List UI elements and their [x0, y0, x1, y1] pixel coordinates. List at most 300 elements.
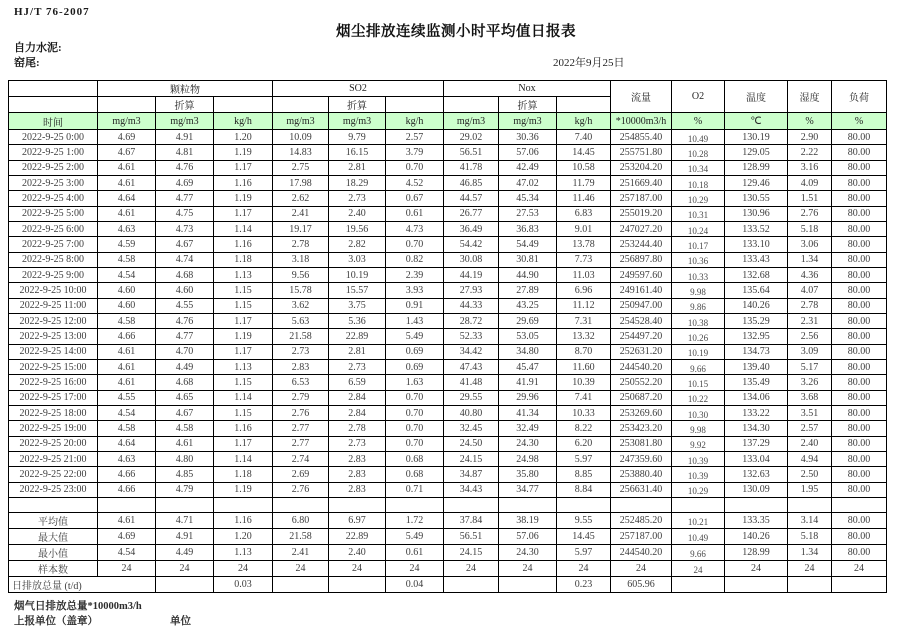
cell: 7.41: [557, 390, 611, 405]
table-row: [9, 160, 887, 175]
cell: 5.97: [557, 545, 611, 561]
table-row: [9, 467, 887, 482]
cell: 4.61: [98, 160, 156, 175]
cell: [156, 497, 214, 512]
cell: 4.76: [156, 160, 214, 175]
cell: 44.57: [444, 191, 499, 206]
cell: 29.02: [444, 130, 499, 145]
cell: 2.73: [273, 344, 329, 359]
header-row-units: [9, 113, 887, 130]
cell: 9.56: [273, 267, 329, 282]
cell: 21.58: [273, 329, 329, 344]
cell: 0.70: [386, 160, 444, 175]
cell: 80.00: [832, 313, 887, 328]
cell: 5.63: [273, 313, 329, 328]
cell: 47.02: [499, 175, 557, 190]
table-row: [9, 405, 887, 420]
cell: 134.06: [725, 390, 788, 405]
cell: 16.15: [329, 145, 386, 160]
cell: 0.68: [386, 467, 444, 482]
cell: 24: [444, 561, 499, 577]
cell: 3.06: [788, 237, 832, 252]
cell: 4.68: [156, 267, 214, 282]
time-cell: 2022-9-25 19:00: [9, 421, 98, 436]
cell: 8.84: [557, 482, 611, 497]
unit-label: 单位: [170, 616, 191, 627]
cell: 4.94: [788, 451, 832, 466]
cell: 1.20: [214, 130, 273, 145]
cell: 10.17: [672, 237, 725, 252]
cell: 10.58: [557, 160, 611, 175]
cell: 2.41: [273, 545, 329, 561]
table-row: [9, 191, 887, 206]
cell: 4.75: [156, 206, 214, 221]
table-row: [9, 130, 887, 145]
cell: 1.95: [788, 482, 832, 497]
cell: 253244.40: [611, 237, 672, 252]
cell: 0.04: [386, 577, 444, 593]
cell: 2.84: [329, 405, 386, 420]
cell: 56.51: [444, 529, 499, 545]
time-cell: 2022-9-25 1:00: [9, 145, 98, 160]
cell: 1.14: [214, 390, 273, 405]
summary-row: [9, 513, 887, 529]
empty-cell: [273, 97, 329, 113]
empty-cell: [386, 97, 444, 113]
unit-cell: %: [788, 113, 832, 130]
cell: 4.36: [788, 267, 832, 282]
table-row: [9, 206, 887, 221]
cell: 9.66: [672, 545, 725, 561]
cell: 24.15: [444, 545, 499, 561]
spacer-row: [9, 497, 887, 512]
cell: 1.19: [214, 191, 273, 206]
flue-gas-total-label: 烟气日排放总量*10000m3/h: [14, 601, 142, 612]
cell: 2.73: [329, 191, 386, 206]
cell: 80.00: [832, 252, 887, 267]
cell: [672, 577, 725, 593]
time-cell: 2022-9-25 18:00: [9, 405, 98, 420]
cell: 10.19: [672, 344, 725, 359]
cell: 1.18: [214, 252, 273, 267]
cell: 9.98: [672, 283, 725, 298]
cell: 1.17: [214, 206, 273, 221]
table-row: [9, 344, 887, 359]
cell: 5.36: [329, 313, 386, 328]
cell: 10.39: [672, 451, 725, 466]
cell: 10.24: [672, 221, 725, 236]
cell: 11.03: [557, 267, 611, 282]
cell: 40.80: [444, 405, 499, 420]
cell: 10.09: [273, 130, 329, 145]
cell: 2.56: [788, 329, 832, 344]
group-pm-header: 颗粒物: [98, 81, 273, 97]
time-cell: 2022-9-25 12:00: [9, 313, 98, 328]
cell: 133.43: [725, 252, 788, 267]
cell: 2.83: [329, 482, 386, 497]
cell: 4.55: [156, 298, 214, 313]
table-row: [9, 421, 887, 436]
unit-cell: kg/h: [386, 113, 444, 130]
time-cell: 2022-9-25 4:00: [9, 191, 98, 206]
cell: 24: [557, 561, 611, 577]
cell: 0.68: [386, 451, 444, 466]
cell: 43.25: [499, 298, 557, 313]
daily-total-row: [9, 577, 887, 593]
cell: 4.77: [156, 191, 214, 206]
cell: 1.17: [214, 436, 273, 451]
cell: 244540.20: [611, 359, 672, 374]
cell: 32.49: [499, 421, 557, 436]
time-column-header: 时间: [9, 113, 98, 130]
nox-converted-header: 折算: [499, 97, 557, 113]
cell: 4.77: [156, 329, 214, 344]
cell: 80.00: [832, 145, 887, 160]
cell: 1.20: [214, 529, 273, 545]
cell: 4.65: [156, 390, 214, 405]
empty-cell: [557, 97, 611, 113]
cell: 244540.20: [611, 545, 672, 561]
cell: 80.00: [832, 390, 887, 405]
cell: 24: [98, 561, 156, 577]
cell: 29.55: [444, 390, 499, 405]
cell: 4.67: [98, 145, 156, 160]
time-cell: 2022-9-25 2:00: [9, 160, 98, 175]
cell: 8.70: [557, 344, 611, 359]
cell: 0.69: [386, 359, 444, 374]
cell: 4.91: [156, 529, 214, 545]
unit-cell: *10000m3/h: [611, 113, 672, 130]
time-cell: 2022-9-25 22:00: [9, 467, 98, 482]
time-cell: 2022-9-25 9:00: [9, 267, 98, 282]
time-cell: 2022-9-25 14:00: [9, 344, 98, 359]
humidity-header: 湿度: [788, 81, 832, 113]
cell: 80.00: [832, 191, 887, 206]
cell: 11.12: [557, 298, 611, 313]
cell: 2.78: [329, 421, 386, 436]
cell: 4.60: [156, 283, 214, 298]
cell: 10.18: [672, 175, 725, 190]
flow-header: 流量: [611, 81, 672, 113]
cell: 4.61: [98, 513, 156, 529]
cell: 57.06: [499, 145, 557, 160]
cell: 140.26: [725, 298, 788, 313]
cell: 130.09: [725, 482, 788, 497]
cell: 13.32: [557, 329, 611, 344]
cell: 41.78: [444, 160, 499, 175]
cell: 4.81: [156, 145, 214, 160]
cell: 22.89: [329, 529, 386, 545]
empty-cell: [214, 97, 273, 113]
cell: 129.46: [725, 175, 788, 190]
header-row-groups: [9, 81, 887, 97]
site-label: 窑尾:: [14, 57, 40, 69]
cell: [832, 497, 887, 512]
cell: 26.77: [444, 206, 499, 221]
cell: 137.29: [725, 436, 788, 451]
cell: 14.83: [273, 145, 329, 160]
time-cell: 2022-9-25 15:00: [9, 359, 98, 374]
cell: 80.00: [832, 436, 887, 451]
cell: 6.80: [273, 513, 329, 529]
cell: 24: [386, 561, 444, 577]
cell: 4.66: [98, 329, 156, 344]
cell: 250552.20: [611, 375, 672, 390]
cell: 80.00: [832, 175, 887, 190]
cell: 2.81: [329, 344, 386, 359]
cell: 24: [611, 561, 672, 577]
cell: 7.31: [557, 313, 611, 328]
so2-converted-header: 折算: [329, 97, 386, 113]
cell: 24.50: [444, 436, 499, 451]
cell: 1.14: [214, 221, 273, 236]
cell: 134.30: [725, 421, 788, 436]
cell: 34.77: [499, 482, 557, 497]
time-cell: 2022-9-25 16:00: [9, 375, 98, 390]
o2-header: O2: [672, 81, 725, 113]
cell: 1.72: [386, 513, 444, 529]
cell: 80.00: [832, 421, 887, 436]
cell: 2.40: [329, 206, 386, 221]
summary-label: 最小值: [9, 545, 98, 561]
cell: 3.03: [329, 252, 386, 267]
cell: 10.29: [672, 191, 725, 206]
unit-cell: mg/m3: [98, 113, 156, 130]
cell: 1.17: [214, 344, 273, 359]
cell: 9.55: [557, 513, 611, 529]
cell: 34.43: [444, 482, 499, 497]
cell: 2.74: [273, 451, 329, 466]
unit-cell: %: [672, 113, 725, 130]
cell: 80.00: [832, 298, 887, 313]
cell: 4.54: [98, 405, 156, 420]
cell: 4.73: [156, 221, 214, 236]
cell: 11.60: [557, 359, 611, 374]
cell: 2.41: [273, 206, 329, 221]
cell: 80.00: [832, 529, 887, 545]
cell: 255019.20: [611, 206, 672, 221]
cell: 257187.00: [611, 529, 672, 545]
table-row: [9, 145, 887, 160]
cell: 10.38: [672, 313, 725, 328]
cell: 253204.20: [611, 160, 672, 175]
cell: 2.50: [788, 467, 832, 482]
cell: 80.00: [832, 482, 887, 497]
cell: 1.16: [214, 513, 273, 529]
cell: 10.36: [672, 252, 725, 267]
cell: [329, 577, 386, 593]
summary-label: 最大值: [9, 529, 98, 545]
empty-cell: [9, 97, 98, 113]
time-cell: 2022-9-25 6:00: [9, 221, 98, 236]
cell: 10.21: [672, 513, 725, 529]
cell: 4.69: [98, 130, 156, 145]
time-cell: 2022-9-25 23:00: [9, 482, 98, 497]
cell: 45.34: [499, 191, 557, 206]
cell: 80.00: [832, 344, 887, 359]
cell: 2.39: [386, 267, 444, 282]
cell: 0.03: [214, 577, 273, 593]
cell: 80.00: [832, 405, 887, 420]
time-cell: 2022-9-25 10:00: [9, 283, 98, 298]
cell: 17.98: [273, 175, 329, 190]
cell: 30.08: [444, 252, 499, 267]
cell: 15.57: [329, 283, 386, 298]
cell: 34.42: [444, 344, 499, 359]
cell: 255751.80: [611, 145, 672, 160]
cell: 41.34: [499, 405, 557, 420]
cell: 4.61: [98, 206, 156, 221]
cell: 2.76: [273, 405, 329, 420]
cell: 24: [725, 561, 788, 577]
cell: 56.51: [444, 145, 499, 160]
cell: 80.00: [832, 160, 887, 175]
cell: 10.49: [672, 529, 725, 545]
cell: 3.68: [788, 390, 832, 405]
cell: 1.16: [214, 421, 273, 436]
cell: 0.61: [386, 545, 444, 561]
cell: 44.33: [444, 298, 499, 313]
cell: 128.99: [725, 160, 788, 175]
cell: 4.76: [156, 313, 214, 328]
table-row: [9, 436, 887, 451]
cell: 4.64: [98, 191, 156, 206]
cell: 10.39: [557, 375, 611, 390]
cell: 10.22: [672, 390, 725, 405]
cell: 24: [788, 561, 832, 577]
cell: 135.49: [725, 375, 788, 390]
cell: 4.70: [156, 344, 214, 359]
cell: 254497.20: [611, 329, 672, 344]
cell: 253423.20: [611, 421, 672, 436]
cell: 253081.80: [611, 436, 672, 451]
cell: 132.63: [725, 467, 788, 482]
cell: 253880.40: [611, 467, 672, 482]
cell: 1.13: [214, 267, 273, 282]
cell: 6.59: [329, 375, 386, 390]
cell: 3.62: [273, 298, 329, 313]
cell: [788, 577, 832, 593]
cell: 250687.20: [611, 390, 672, 405]
cell: 247027.20: [611, 221, 672, 236]
cell: 250947.00: [611, 298, 672, 313]
cell: 2.22: [788, 145, 832, 160]
cell: 27.89: [499, 283, 557, 298]
cell: 0.70: [386, 421, 444, 436]
cell: 57.06: [499, 529, 557, 545]
cell: 5.49: [386, 529, 444, 545]
cell: 133.04: [725, 451, 788, 466]
time-cell: 2022-9-25 0:00: [9, 130, 98, 145]
cell: 3.26: [788, 375, 832, 390]
empty-cell: [98, 97, 156, 113]
cell: 11.46: [557, 191, 611, 206]
cell: 7.40: [557, 130, 611, 145]
cell: 80.00: [832, 221, 887, 236]
cell: 80.00: [832, 267, 887, 282]
cell: 10.33: [557, 405, 611, 420]
cell: 4.52: [386, 175, 444, 190]
cell: 2.90: [788, 130, 832, 145]
cell: 2.82: [329, 237, 386, 252]
cell: [672, 497, 725, 512]
cell: [329, 497, 386, 512]
cell: 257187.00: [611, 191, 672, 206]
cell: 1.19: [214, 145, 273, 160]
cell: 4.79: [156, 482, 214, 497]
table-row: [9, 451, 887, 466]
cell: 252631.20: [611, 344, 672, 359]
time-cell: 2022-9-25 3:00: [9, 175, 98, 190]
cell: 130.96: [725, 206, 788, 221]
cell: 9.66: [672, 359, 725, 374]
cell: 47.43: [444, 359, 499, 374]
cell: 0.70: [386, 237, 444, 252]
cell: 8.85: [557, 467, 611, 482]
time-cell: 2022-9-25 7:00: [9, 237, 98, 252]
report-date: 2022年9月25日: [553, 57, 625, 69]
standard-code: HJ/T 76-2007: [14, 6, 90, 18]
time-cell: 2022-9-25 13:00: [9, 329, 98, 344]
cell: 1.18: [214, 467, 273, 482]
cell: [725, 497, 788, 512]
cell: 2.31: [788, 313, 832, 328]
cell: 4.73: [386, 221, 444, 236]
cell: 3.75: [329, 298, 386, 313]
cell: 14.45: [557, 529, 611, 545]
cell: 2.73: [329, 359, 386, 374]
cell: 4.54: [98, 545, 156, 561]
cell: 1.15: [214, 298, 273, 313]
cell: 1.34: [788, 545, 832, 561]
cell: 1.15: [214, 375, 273, 390]
group-so2-header: SO2: [273, 81, 444, 97]
unit-cell: mg/m3: [444, 113, 499, 130]
report-table-body: [9, 130, 887, 593]
empty-cell: [9, 497, 98, 512]
company-label: 自力水泥:: [14, 42, 62, 54]
cell: 4.54: [98, 267, 156, 282]
time-cell: 2022-9-25 11:00: [9, 298, 98, 313]
cell: 10.19: [329, 267, 386, 282]
cell: 38.19: [499, 513, 557, 529]
cell: 2.78: [788, 298, 832, 313]
time-cell: 2022-9-25 20:00: [9, 436, 98, 451]
cell: 1.51: [788, 191, 832, 206]
cell: 4.61: [98, 344, 156, 359]
cell: 4.67: [156, 405, 214, 420]
cell: 5.49: [386, 329, 444, 344]
cell: 2.75: [273, 160, 329, 175]
cell: 9.92: [672, 436, 725, 451]
cell: 10.29: [672, 482, 725, 497]
cell: 1.15: [214, 283, 273, 298]
cell: 4.49: [156, 359, 214, 374]
cell: 24: [214, 561, 273, 577]
cell: 80.00: [832, 545, 887, 561]
table-row: [9, 329, 887, 344]
cell: 2.69: [273, 467, 329, 482]
cell: [499, 577, 557, 593]
cell: 0.70: [386, 405, 444, 420]
cell: 46.85: [444, 175, 499, 190]
cell: 1.13: [214, 359, 273, 374]
cell: 135.64: [725, 283, 788, 298]
cell: 28.72: [444, 313, 499, 328]
cell: 1.17: [214, 313, 273, 328]
cell: 2.62: [273, 191, 329, 206]
cell: 44.90: [499, 267, 557, 282]
